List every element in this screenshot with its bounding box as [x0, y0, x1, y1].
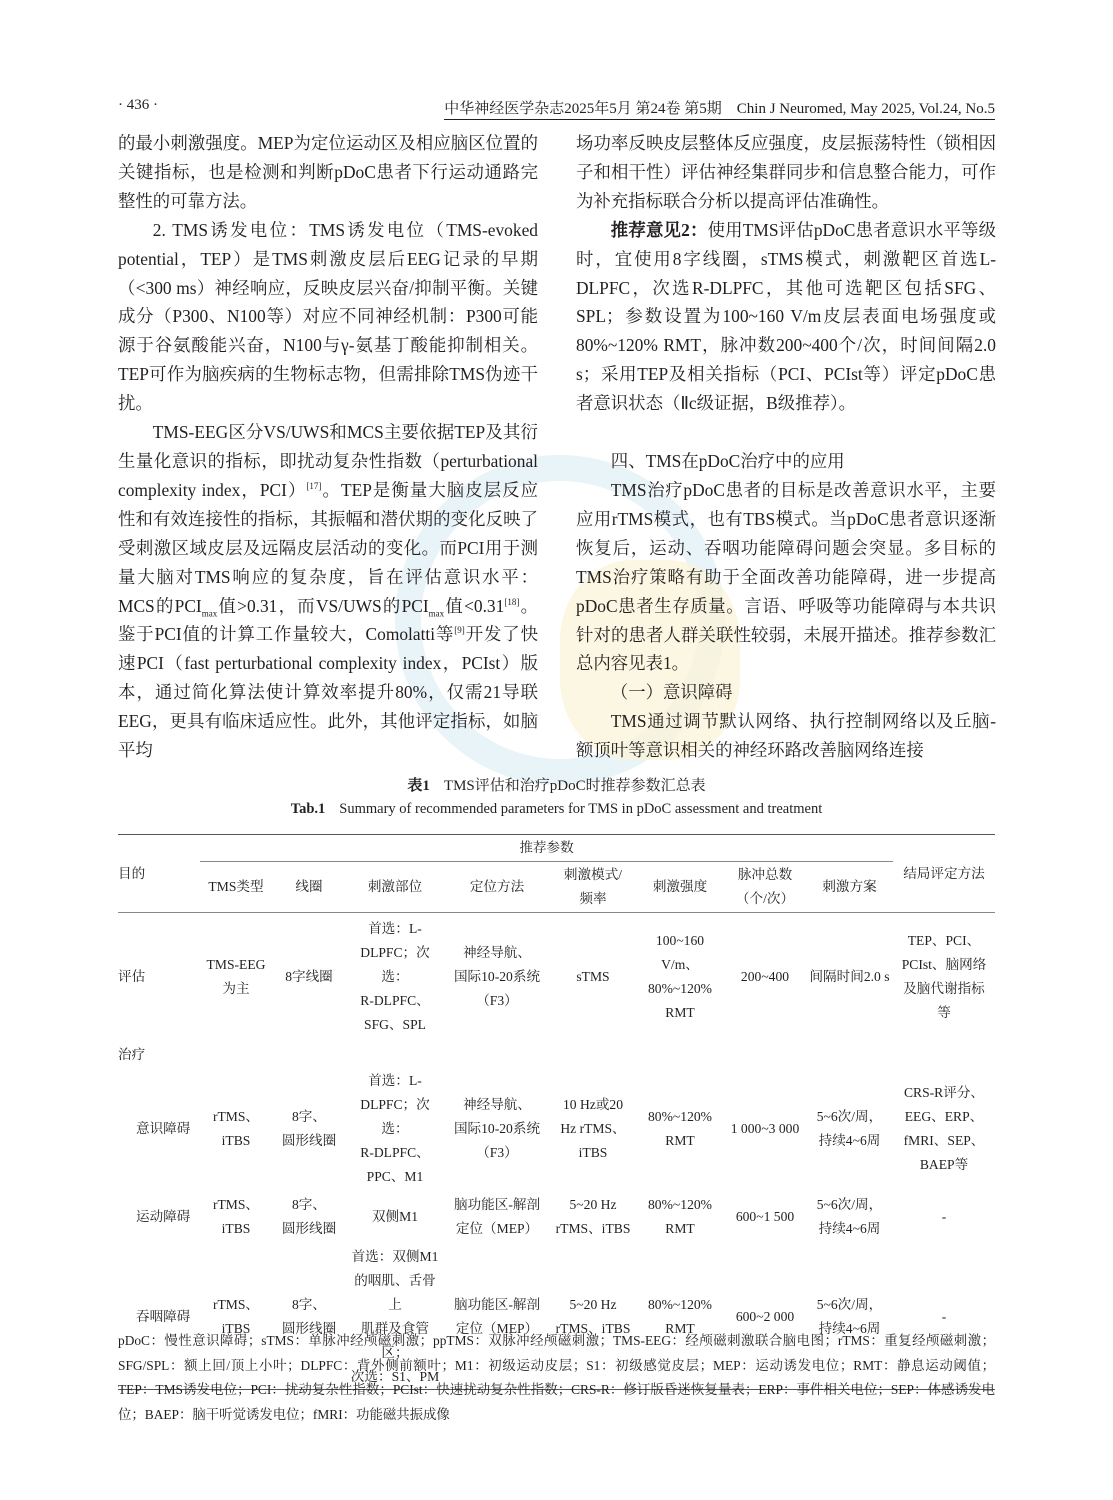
table-cell: 1 000~3 000: [730, 1120, 800, 1136]
table-cell: 双侧M1: [371, 1208, 419, 1224]
table-cell: TMS-EEG 为主: [206, 956, 266, 996]
table-cell: 5~20 Hz rTMS、iTBS: [555, 1296, 631, 1336]
table-cell: 8字、 圆形线圈: [281, 1108, 337, 1148]
header-col-2: 线圈: [295, 879, 323, 894]
table-cell: 间隔时间2.0 s: [809, 968, 890, 984]
right-column: [576, 129, 996, 765]
table-cell: 5~20 Hz rTMS、iTBS: [555, 1196, 631, 1236]
table-cell: 脑功能区-解剖 定位（MEP）: [453, 1196, 541, 1236]
table-row: [118, 1041, 995, 1069]
header-purpose: 目的: [118, 835, 200, 913]
header-outcome: 结局评定方法: [893, 835, 995, 913]
table-cell: 5~6次/周， 持续4~6周: [816, 1108, 883, 1148]
table-cell: rTMS、 iTBS: [212, 1296, 260, 1336]
table-cell: 8字、 圆形线圈: [281, 1196, 337, 1236]
left-column: [118, 129, 538, 765]
table-cell: 5~6次/周， 持续4~6周: [816, 1196, 883, 1236]
table-cell: 神经导航、 国际10-20系统 （F3）: [453, 944, 541, 1008]
paragraph-tep: 2. TMS诱发电位：TMS诱发电位（TMS-evoked potential，TEP）是TMS刺激皮层后EEG记录的早期（<300 ms）神经响应，反映皮层兴奋/抑制平衡。关键成分（P300、N100等）对应不同神经机制：P300可能源于谷氨酸能兴奋，N100与γ-氨基丁酸能抑制相关。TEP可作为脑疾病的生物标志物，但需排除TMS伪迹干扰。: [118, 219, 538, 414]
paragraph-pci: TMS-EEG区分VS/UWS和MCS主要依据TEP及其衍生量化意识的指标，即扰动复杂性指数（perturbational complexity index，PCI）[17]。TEP是衡量大脑皮层反应性和有效连接性的指标，其振幅和潜伏期的变化反映了受刺激区域皮层及远隔皮层活动的变化。而PCI用于测量大脑对TMS响应的复杂度，旨在评估意识水平：MCS的$PCI_{max}$值>0.31，而VS/UWS的$PCI_{max}$值<0.31[18]。鉴于PCI值的计算工作量较大，Comolatti等[9]开发了快速PCI（fast perturbational complexity index，PCIst）版本，通过简化算法使计算效率提升80%，仅需21导联EEG，更具有临床适应性。此外，其他评定指标，如脑平均: [118, 422, 538, 761]
table-cell: 脑功能区-解剖 定位（MEP）: [453, 1296, 541, 1336]
row-label: 意识障碍: [136, 1120, 191, 1136]
table-caption-cn: 表1 TMS评估和治疗pDoC时推荐参数汇总表: [407, 778, 706, 794]
table-cell: 80%~120% RMT: [648, 1108, 712, 1148]
table-cell: 神经导航、 国际10-20系统 （F3）: [453, 1096, 541, 1160]
table-footnote: pDoC：慢性意识障碍；sTMS：单脉冲经颅磁刺激；ppTMS：双脉冲经颅磁刺激；TMS-EEG：经颅磁刺激联合脑电图；rTMS：重复经颅磁刺激；SFG/SPL：额上回/顶上小叶；DLPFC：背外侧前额叶；M1：初级运动皮层；S1：初级感觉皮层；MEP：运动诱发电位；RMT：静息运动阈值；TEP：TMS诱发电位；PCI：扰动复杂性指数；PCIst：快速扰动复杂性指数；CRS-R：修订版昏迷恢复量表；ERP：事件相关电位；SEP：体感诱发电位；BAEP：脑干听觉诱发电位；fMRI：功能磁共振成像: [118, 1333, 995, 1423]
paragraph: 场功率反映皮层整体反应强度，皮层振荡特性（锁相因子和相干性）评估神经集群同步和信息整合能力，可作为补充指标联合分析以提高评估准确性。: [576, 133, 996, 211]
row-label: 评估: [118, 968, 146, 984]
header-col-3: 刺激部位: [367, 879, 423, 894]
table-cell: rTMS、 iTBS: [212, 1108, 260, 1148]
header-col-5: 刺激模式/ 频率: [563, 867, 623, 906]
table-cell: 10 Hz或20 Hz rTMS、 iTBS: [560, 1096, 626, 1160]
row-label: 运动障碍: [136, 1208, 191, 1224]
recommendation-2: 推荐意见2：使用TMS评估pDoC患者意识水平等级时，宜使用8字线圈，sTMS模式，刺激靶区首选L-DLPFC，次选R-DLPFC，其他可选靶区包括SFG、SPL；参数设置为100~160 V/m皮层表面电场强度或80%~120% RMT，脉冲数200~400个/次，时间间隔2.0 s；采用TEP及相关指标（PCI、PCIst等）评定pDoC患者意识状态（Ⅱc级证据，B级推荐）。: [576, 219, 997, 414]
table-cell: 200~400: [740, 968, 790, 984]
row-label: 治疗: [118, 1046, 146, 1062]
table-caption-en: Tab.1 Summary of recommended parameters for TMS in pDoC assessment and treatment: [290, 801, 823, 817]
subsection-heading: （一）意识障碍: [610, 682, 733, 703]
paragraph: 的最小刺激强度。MEP为定位运动区及相应脑区位置的关键指标，也是检测和判断pDoC患者下行运动通路完整性的可靠方法。: [118, 133, 538, 211]
journal-citation: 中华神经医学杂志2025年5月 第24卷 第5期 Chin J Neuromed, May 2025, Vol.24, No.5: [444, 97, 995, 120]
header-group-recommended: 推荐参数: [200, 835, 893, 862]
table-cell: 8字、 圆形线圈: [281, 1296, 337, 1336]
table-cell: 首选：L- DLPFC；次选： R-DLPFC、 PPC、M1: [360, 1072, 430, 1184]
table-cell: CRS-R评分、 EEG、ERP、 fMRI、SEP、 BAEP等: [903, 1084, 985, 1172]
header-col-1: TMS类型: [208, 879, 264, 894]
paragraph: TMS治疗pDoC患者的目标是改善意识水平，主要应用rTMS模式，也有TBS模式。当pDoC患者意识逐渐恢复后，运动、吞咽功能障碍问题会突显。多目标的TMS治疗策略有助于全面改善功能障碍，进一步提高pDoC患者生存质量。言语、呼吸等功能障碍与本共识针对的患者人群关联性较弱，未展开描述。推荐参数汇总内容见表1。: [576, 479, 996, 674]
table-cell: 80%~120% RMT: [648, 1196, 712, 1236]
table-cell: 600~1 500: [735, 1208, 795, 1224]
table-cell: sTMS: [576, 968, 610, 984]
table-row: [118, 1069, 995, 1189]
header-col-8: 刺激方案: [822, 879, 877, 894]
table-cell: 8字线圈: [285, 968, 333, 984]
header-col-4: 定位方法: [469, 879, 525, 894]
table-cell: -: [941, 1308, 947, 1324]
page-number: · 436 ·: [118, 97, 158, 113]
paragraph: TMS通过调节默认网络、执行控制网络以及丘脑-额顶叶等意识相关的神经环路改善脑网络连接: [576, 711, 996, 761]
row-label: 吞咽障碍: [136, 1308, 191, 1324]
table-row: [118, 913, 995, 1041]
table-cell: rTMS、 iTBS: [212, 1196, 260, 1236]
table-cell: 5~6次/周， 持续4~6周: [816, 1296, 883, 1336]
table-cell: 600~2 000: [735, 1308, 795, 1324]
running-header: [118, 97, 995, 119]
table-cell: 80%~120% RMT: [648, 1296, 712, 1336]
table-cell: -: [941, 1208, 947, 1224]
table-cell: 首选：L- DLPFC；次选： R-DLPFC、 SFG、SPL: [360, 920, 430, 1032]
table-cell: 首选：双侧M1 的咽肌、舌骨上 肌群及食管区； 次选：S1、PM: [350, 1248, 440, 1384]
table-cell: TEP、PCI、 PCIst、脑网络 及脑代谢指标 等: [901, 932, 987, 1020]
section-heading: 四、TMS在pDoC治疗中的应用: [610, 451, 845, 472]
header-col-7: 脉冲总数 （个/次）: [735, 867, 795, 906]
header-col-6: 刺激强度: [652, 879, 708, 894]
table-cell: 100~160 V/m、 80%~120% RMT: [648, 932, 712, 1020]
table-row: [118, 1189, 995, 1245]
parameters-table: [118, 834, 995, 1390]
